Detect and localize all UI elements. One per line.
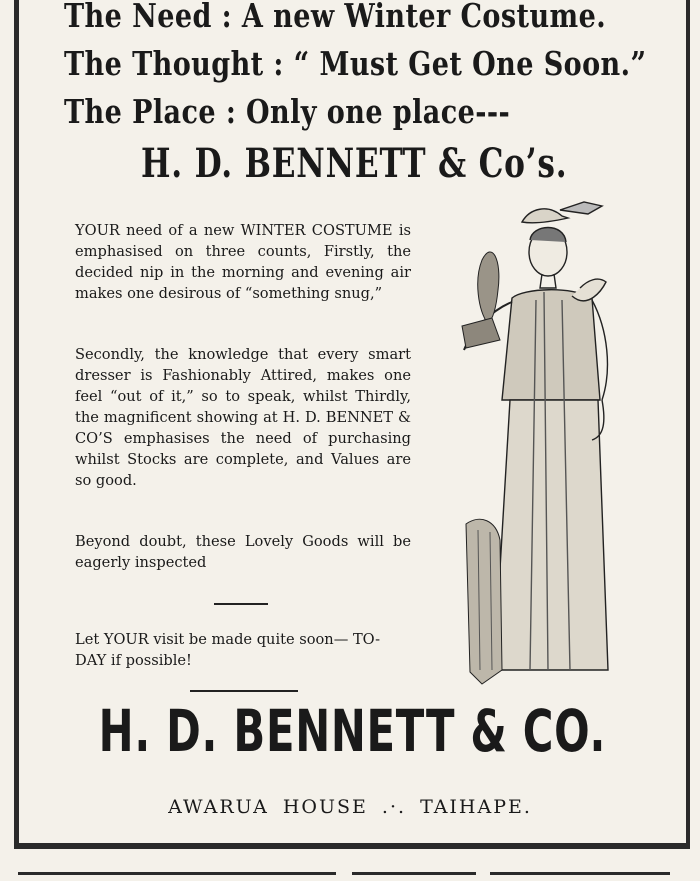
column-rule-middle bbox=[352, 872, 476, 875]
headline-place: The Place : Only one place--- bbox=[64, 92, 511, 131]
paragraph-need: YOUR need of a new WINTER COSTUME is emphasised on three counts, Firstly, the decided nip in the morning and evening air makes one desirous of “something snug,” bbox=[75, 222, 411, 302]
store-name-footer-text: H. D. BENNETT & CO. bbox=[98, 697, 607, 765]
short-divider bbox=[214, 603, 268, 605]
paragraph-call-to-action: Let YOUR visit be made quite soon— TO-DAY if possible! bbox=[75, 631, 381, 669]
bottom-border-rule bbox=[14, 843, 690, 849]
column-rule-left bbox=[18, 872, 336, 875]
headline-thought: The Thought : “ Must Get One Soon.” bbox=[64, 44, 647, 83]
store-address: AWARUA HOUSE .·. TAIHAPE. bbox=[168, 796, 532, 818]
store-name-heading-text: H. D. BENNETT & Co’s. bbox=[140, 140, 568, 187]
column-rule-right bbox=[490, 872, 670, 875]
paragraph-beyond-doubt: Beyond doubt, these Lovely Goods will be eagerly inspected bbox=[75, 533, 411, 571]
store-name-heading bbox=[0, 140, 700, 187]
paragraph-reasons: Secondly, the knowledge that every smart dresser is Fashionably Attired, makes one feel “out of it,” so to speak, whilst Thirdly, the magnificent showing at H. D. BENNET & CO’S emphasises the need of purchasing whilst Stocks are complete, and Values are so good. bbox=[75, 346, 411, 489]
woman-in-winter-costume-illustration bbox=[452, 200, 652, 700]
headline-need: The Need : A new Winter Costume. bbox=[64, 0, 607, 35]
store-name-footer bbox=[0, 697, 700, 765]
divider-above-store bbox=[190, 690, 298, 692]
